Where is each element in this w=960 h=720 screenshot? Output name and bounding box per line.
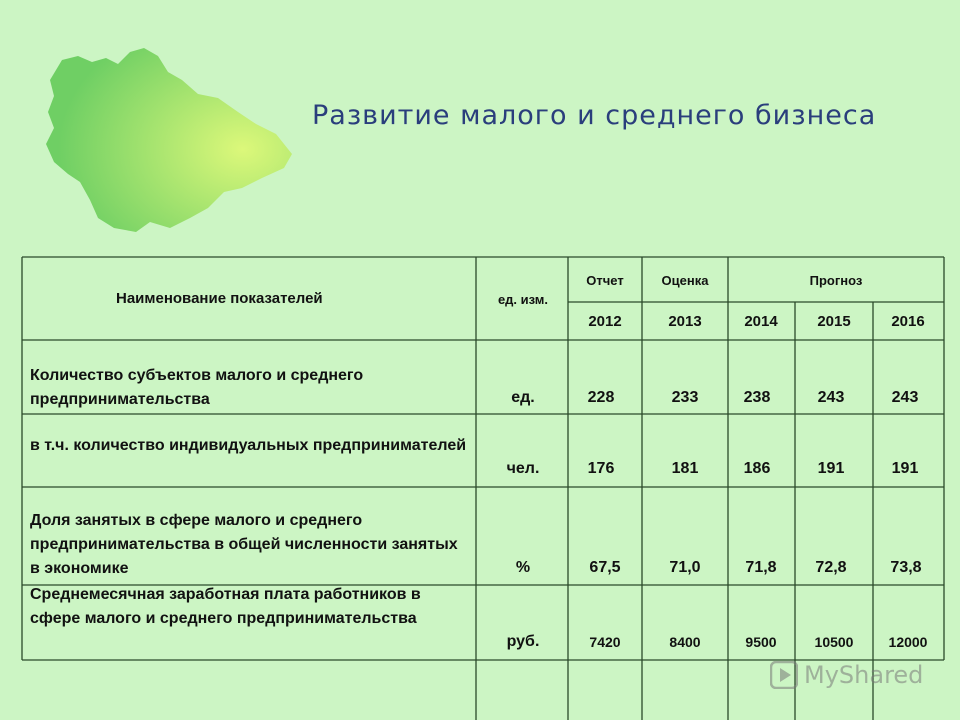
row-value: 9500 bbox=[745, 634, 777, 650]
row-value: 12000 bbox=[888, 634, 928, 650]
play-icon bbox=[770, 661, 798, 689]
row-value: 181 bbox=[671, 460, 699, 477]
row-name: Среднемесячная заработная плата работников в сфере малого и среднего предпринимательства bbox=[30, 586, 421, 627]
row-value: 238 bbox=[743, 389, 771, 406]
header-report: Отчет bbox=[586, 273, 624, 288]
header-forecast: Прогноз bbox=[809, 273, 863, 288]
year-2012: 2012 bbox=[588, 313, 622, 330]
row-unit: чел. bbox=[506, 460, 540, 477]
row-value: 8400 bbox=[669, 634, 701, 650]
region-shape bbox=[46, 48, 292, 232]
row-name: в т.ч. количество индивидуальных предпринимателей bbox=[30, 437, 467, 454]
row-value: 7420 bbox=[589, 634, 621, 650]
year-2014: 2014 bbox=[744, 313, 778, 330]
row-name: Доля занятых в сфере малого и среднего предпринимательства в общей численности занятых в экономике bbox=[30, 512, 458, 577]
header-name: Наименование показателей bbox=[116, 290, 323, 307]
year-2015: 2015 bbox=[817, 313, 851, 330]
row-value: 243 bbox=[891, 389, 919, 406]
row-value: 67,5 bbox=[589, 559, 621, 576]
row-unit: руб. bbox=[506, 633, 540, 650]
region-map bbox=[40, 42, 295, 237]
row-value: 186 bbox=[743, 460, 771, 477]
row-value: 243 bbox=[817, 389, 845, 406]
row-value: 191 bbox=[891, 460, 919, 477]
row-value: 73,8 bbox=[890, 559, 922, 576]
row-value: 71,8 bbox=[745, 559, 777, 576]
row-name: Количество субъектов малого и среднего предпринимательства bbox=[30, 367, 364, 408]
year-2016: 2016 bbox=[891, 313, 925, 330]
header-unit: ед. изм. bbox=[497, 292, 549, 307]
year-2013: 2013 bbox=[668, 313, 702, 330]
row-value: 176 bbox=[587, 460, 615, 477]
watermark-text: MyShared bbox=[804, 661, 924, 689]
row-value: 71,0 bbox=[669, 559, 701, 576]
row-unit: ед. bbox=[511, 389, 535, 406]
row-value: 228 bbox=[587, 389, 615, 406]
page-title: Развитие малого и среднего бизнеса bbox=[312, 100, 877, 131]
row-value: 72,8 bbox=[815, 559, 847, 576]
watermark bbox=[770, 660, 923, 690]
header-estimate: Оценка bbox=[661, 273, 709, 288]
row-value: 10500 bbox=[814, 634, 854, 650]
row-unit: % bbox=[515, 559, 531, 576]
row-value: 233 bbox=[671, 389, 699, 406]
row-value: 191 bbox=[817, 460, 845, 477]
